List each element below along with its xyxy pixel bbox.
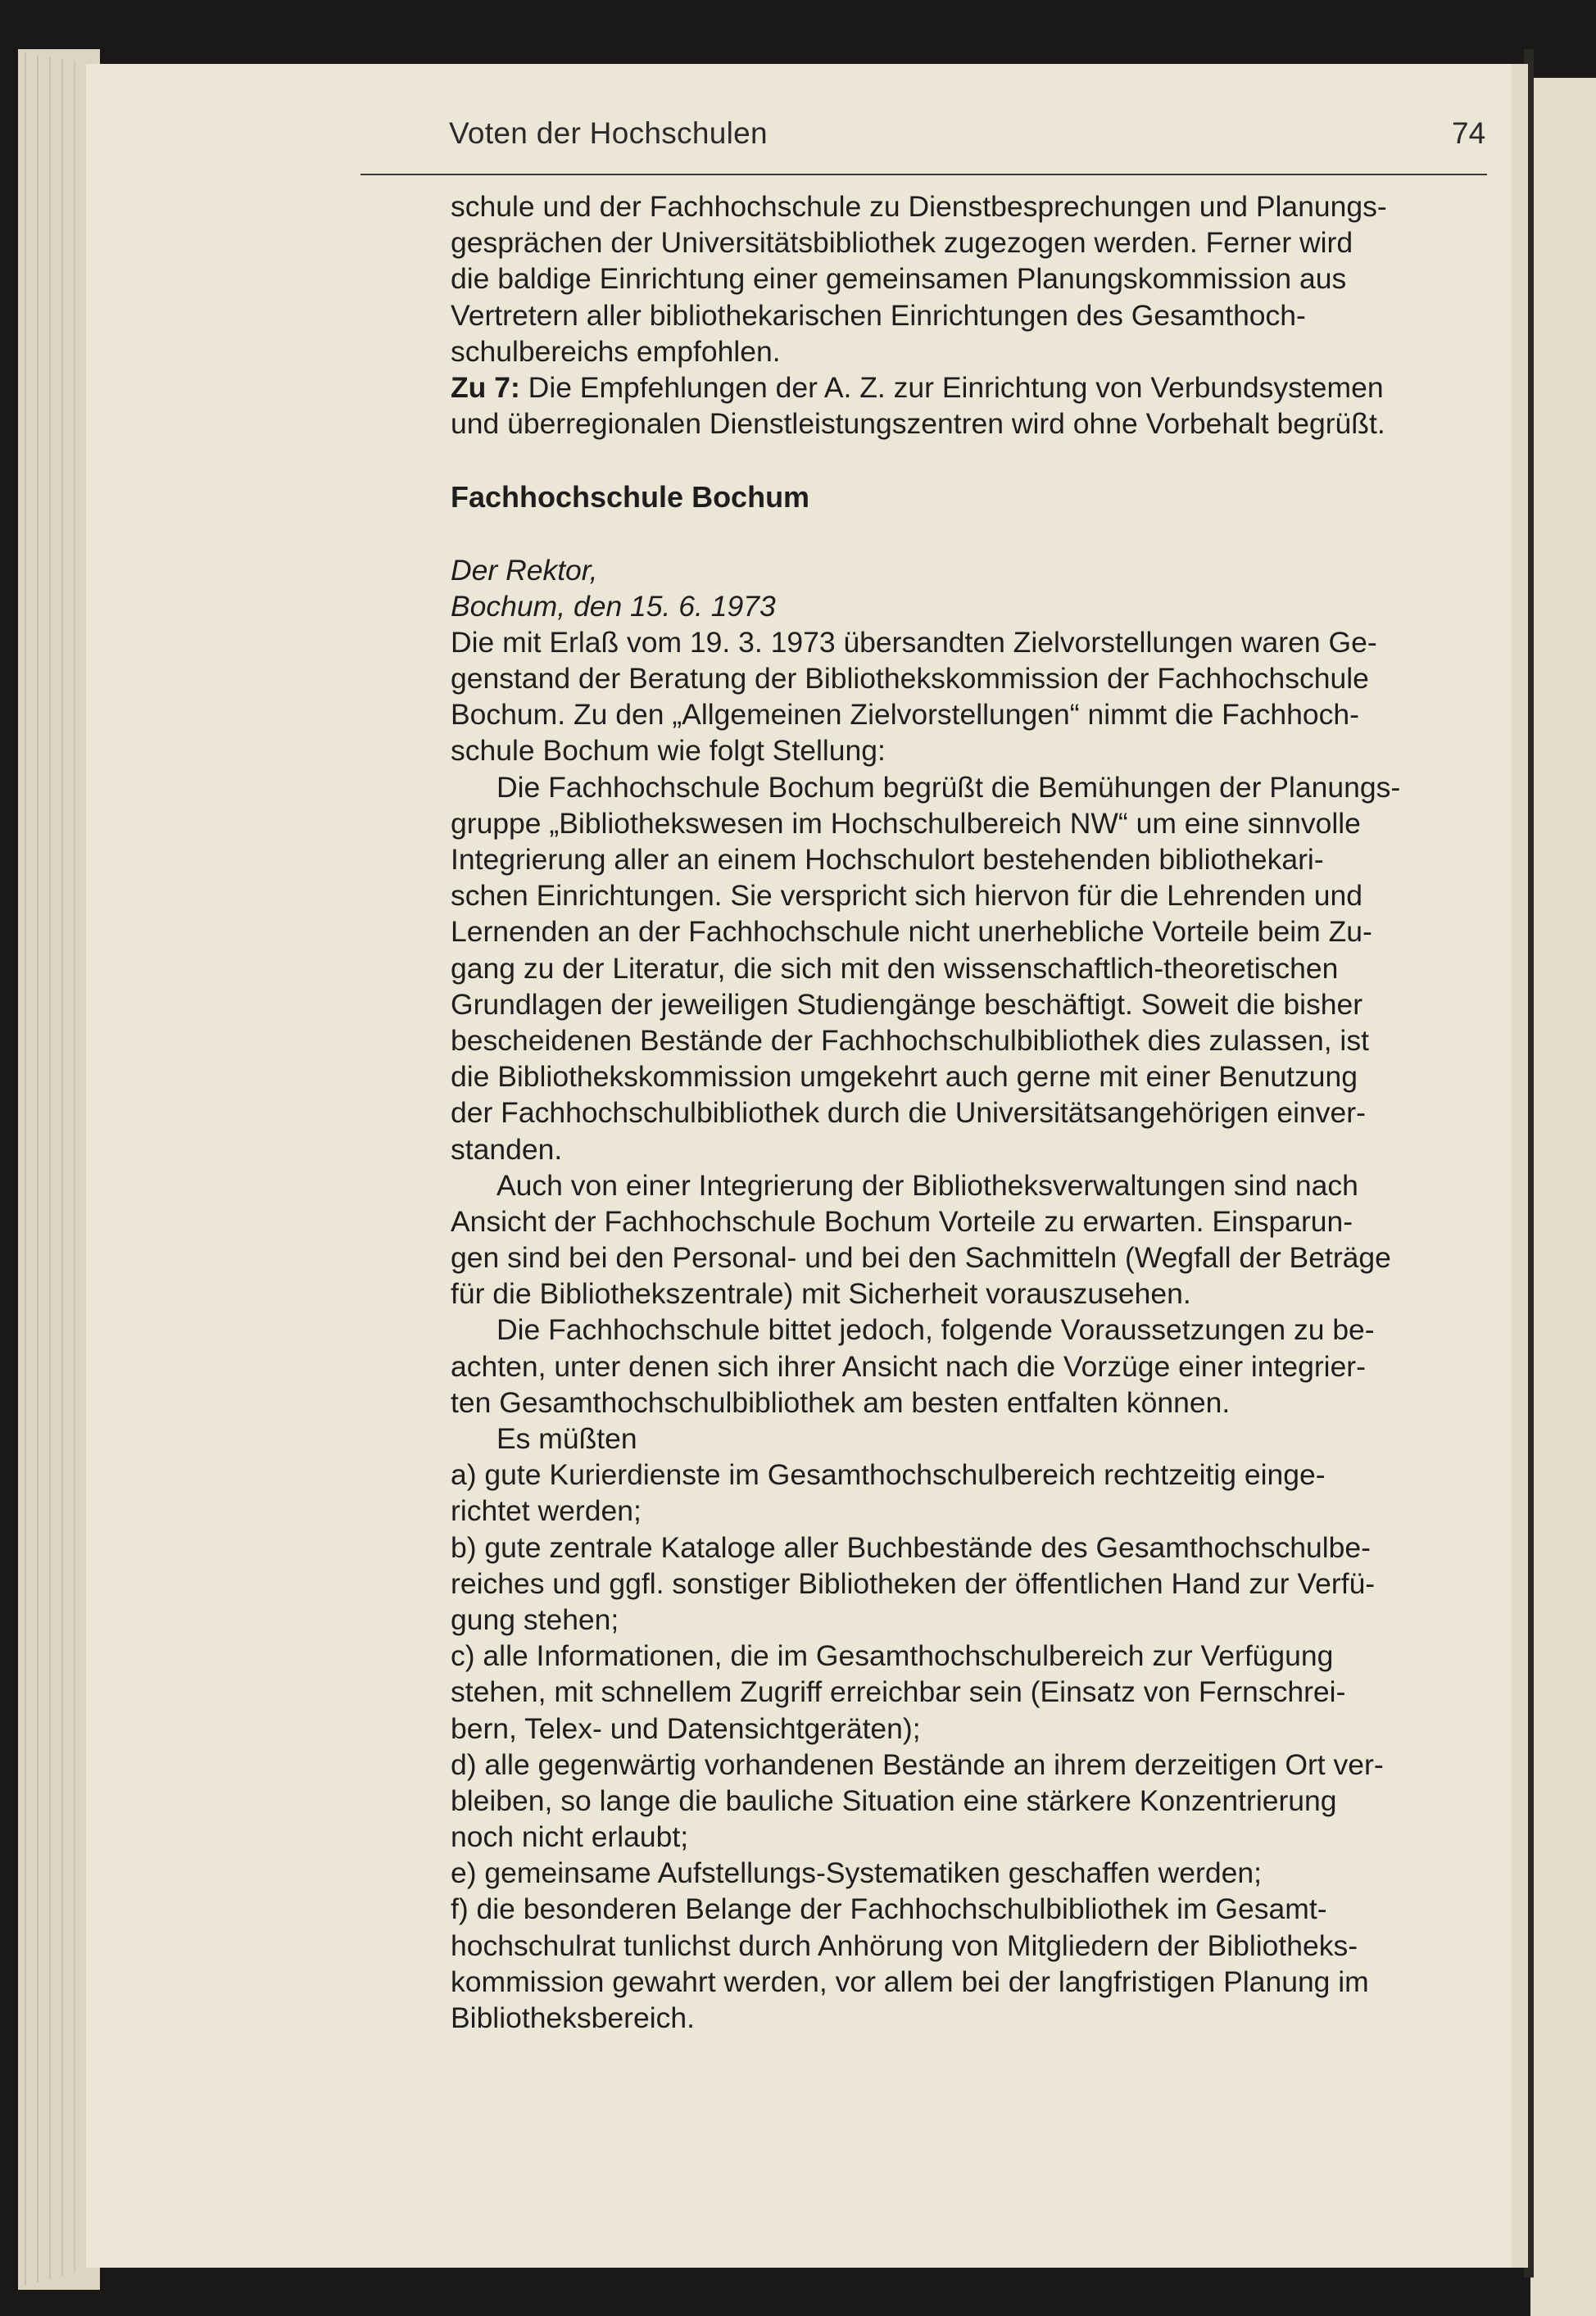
letter-body [451,624,1508,2036]
text-line: Die Fachhochschule Bochum begrüßt die Bemühungen der Planungs- [496,770,1401,804]
text-line: die Bibliothekskommission umgekehrt auch gerne mit einer Benutzung [451,1060,1358,1094]
text-line: bleiben, so lange die bauliche Situation eine stärkere Konzentrierung [451,1783,1337,1817]
text-line: der Fachhochschulbibliothek durch die Universitätsangehörigen einver- [451,1096,1366,1130]
text-line: stehen, mit schnellem Zugriff erreichbar sein (Einsatz von Fernschrei- [451,1675,1346,1709]
section-heading: Fachhochschule Bochum [451,480,810,514]
page-number: 74 [1452,116,1486,150]
sender-line: Der Rektor, [451,553,598,587]
text-line: c) alle Informationen, die im Gesamthochschulbereich zur Verfügung [451,1639,1334,1673]
text-line: standen. [451,1132,563,1166]
text-line: Auch von einer Integrierung der Bibliotheksverwaltungen sind nach [496,1168,1358,1202]
text-line: schen Einrichtungen. Sie verspricht sich hiervon für die Lehrenden und [451,879,1362,913]
running-header-title: Voten der Hochschulen [449,116,768,150]
text-line: Ansicht der Fachhochschule Bochum Vorteile zu erwarten. Einsparun- [451,1204,1353,1238]
text-line: für die Bibliothekszentrale) mit Sicherheit vorauszusehen. [451,1277,1191,1311]
text-line: schulbereichs empfohlen. [451,334,781,368]
text-line: e) gemeinsame Aufstellungs-Systematiken geschaffen werden; [451,1856,1262,1890]
zu7-line [451,369,1508,406]
text-line: die baldige Einrichtung einer gemeinsamen Planungskommission aus [451,262,1347,296]
intro-paragraph [451,188,1508,369]
text-line: b) gute zentrale Kataloge aller Buchbestände des Gesamthochschulbe- [451,1530,1371,1564]
text-line: Die mit Erlaß vom 19. 3. 1973 übersandten Zielvorstellungen waren Ge- [451,625,1377,659]
text-line: hochschulrat tunlichst durch Anhörung von Mitgliedern der Bibliotheks- [451,1928,1358,1962]
text-line: gesprächen der Universitätsbibliothek zugezogen werden. Ferner wird [451,226,1353,260]
text-line: Die Fachhochschule bittet jedoch, folgende Voraussetzungen zu be- [496,1313,1375,1347]
zu7-line-2: und überregionalen Dienstleistungszentren wird ohne Vorbehalt begrüßt. [451,407,1385,441]
text-line: Bibliotheksbereich. [451,2001,695,2034]
text-line: bern, Telex- und Datensichtgeräten); [451,1711,921,1745]
text-line: Integrierung aller an einem Hochschulort bestehenden bibliothekari- [451,843,1324,876]
text-line: gen sind bei den Personal- und bei den Sachmitteln (Wegfall der Beträge [451,1241,1391,1275]
text-line: schule und der Fachhochschule zu Dienstbesprechungen und Planungs- [451,190,1387,223]
text-line: noch nicht erlaubt; [451,1820,689,1854]
text-line: f) die besonderen Belange der Fachhochschulbibliothek im Gesamt- [451,1892,1327,1926]
text-line: genstand der Beratung der Bibliothekskommission der Fachhochschule [451,662,1369,696]
text-line: Vertretern aller bibliothekarischen Einrichtungen des Gesamthoch- [451,298,1306,332]
text-line: gung stehen; [451,1602,619,1636]
text-line: Es müßten [496,1422,637,1455]
header-rule [360,174,1487,175]
text-line: gang zu der Literatur, die sich mit den wissenschaftlich-theoretischen [451,951,1339,985]
text-line: a) gute Kurierdienste im Gesamthochschulbereich rechtzeitig einge- [451,1458,1326,1492]
text-line: ten Gesamthochschulbibliothek am besten entfalten können. [451,1385,1231,1419]
text-line: gruppe „Bibliothekswesen im Hochschulbereich NW“ um eine sinnvolle [451,806,1361,840]
text-line: reiches und ggfl. sonstiger Bibliotheken der öffentlichen Hand zur Verfü- [451,1566,1376,1600]
text-line: richtet werden; [451,1494,642,1528]
text-line: Lernenden an der Fachhochschule nicht unerhebliche Vorteile beim Zu- [451,915,1372,949]
text-line: d) alle gegenwärtig vorhandenen Bestände an ihrem derzeitigen Ort ver- [451,1747,1384,1781]
text-line: Grundlagen der jeweiligen Studiengänge beschäftigt. Soweit die bisher [451,987,1363,1021]
zu7-label: Zu 7: [451,370,520,404]
date-line: Bochum, den 15. 6. 1973 [451,589,776,623]
text-line: Bochum. Zu den „Allgemeinen Zielvorstellungen“ nimmt die Fachhoch- [451,698,1359,732]
page-body [451,188,1508,2036]
text-line: kommission gewahrt werden, vor allem bei der langfristigen Planung im [451,1965,1369,1998]
text-line: bescheidenen Bestände der Fachhochschulbibliothek dies zulassen, ist [451,1023,1369,1057]
zu7-text: Die Empfehlungen der A. Z. zur Einrichtung von Verbundsystemen [519,370,1384,404]
text-line: schule Bochum wie folgt Stellung: [451,734,886,768]
text-line: achten, unter denen sich ihrer Ansicht nach die Vorzüge einer integrier- [451,1349,1366,1383]
